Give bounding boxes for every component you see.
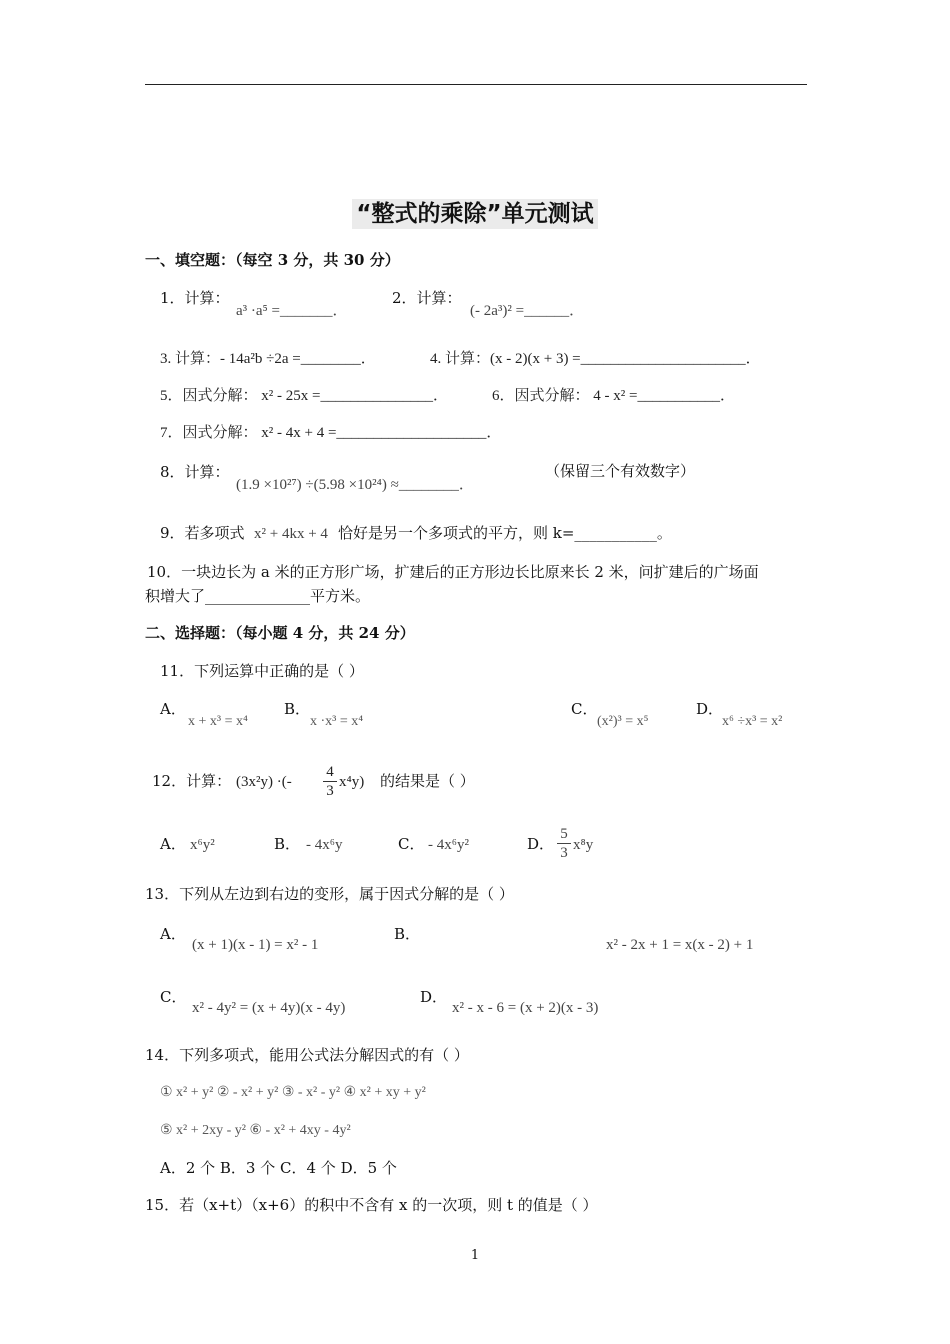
- q7-text: 7．因式分解： x² - 4x + 4 =____________________．: [160, 425, 502, 441]
- q12-expression-left: (3x²y) ·(-: [236, 774, 292, 790]
- q12-option-b: - 4x⁶y: [306, 837, 343, 853]
- page-title: “整式的乘除”单元测试: [0, 195, 950, 228]
- q12-option-d-label: D．: [527, 835, 555, 853]
- q12-option-c: - 4x⁶y²: [428, 837, 469, 853]
- q12-fraction: [323, 763, 337, 800]
- q12-option-c-label: C．: [398, 835, 425, 853]
- q12-option-a: x⁶y²: [190, 837, 215, 853]
- q8-label: 8．计算：: [160, 463, 230, 481]
- q5-text: 5．因式分解： x² - 25x =_______________．: [160, 388, 448, 404]
- section-choice-heading: 二、选择题：（每小题 4 分，共 24 分）: [145, 624, 415, 642]
- q14-options-line-1: ① x² + y² ② - x² + y² ③ - x² - y² ④ x² + xy + y²: [160, 1085, 426, 1100]
- q12-suffix: 的结果是（ ）: [380, 772, 475, 790]
- q13-option-b: x² - 2x + 1 = x(x - 2) + 1: [606, 937, 754, 953]
- q10-line-1: 10．一块边长为 a 米的正方形广场，扩建后的正方形边长比原来长 2 米，问扩建后的广场面: [147, 563, 759, 581]
- q14-choices: A．2 个 B．3 个 C．4 个 D．5 个: [160, 1159, 397, 1177]
- q12-expression-right: x⁴y): [339, 774, 365, 790]
- q13-option-a: (x + 1)(x - 1) = x² - 1: [192, 937, 319, 953]
- q9-expression: x² + 4kx + 4: [254, 526, 328, 542]
- q3-text: 3. 计算：- 14a²b ÷2a =________．: [160, 351, 376, 367]
- q4-text: 4. 计算：(x - 2)(x + 3) =______________________．: [430, 351, 761, 367]
- q12-option-d-fraction: [557, 825, 571, 862]
- q2-label: 2．计算：: [392, 289, 462, 307]
- q9-prefix: 9．若多项式: [160, 524, 245, 542]
- section-fill-in-heading: 一、填空题：（每空 3 分，共 30 分）: [145, 251, 400, 269]
- q11-option-b: x ·x³ = x⁴: [310, 714, 364, 729]
- q8-expression: (1.9 ×10²⁷) ÷(5.98 ×10²⁴) ≈________．: [236, 477, 474, 493]
- q13-option-a-label: A．: [160, 925, 186, 943]
- q13-option-d: x² - x - 6 = (x + 2)(x - 3): [452, 1000, 599, 1016]
- q11-option-d: x⁶ ÷x³ = x²: [722, 714, 783, 729]
- q11-option-c: (x²)³ = x⁵: [597, 714, 649, 729]
- q9-suffix: 恰好是另一个多项式的平方，则 k=___________。: [338, 524, 672, 542]
- q12-option-d: x⁸y: [573, 837, 594, 853]
- q11-option-a: x + x³ = x⁴: [188, 714, 248, 729]
- q12-option-d-numerator: 5: [557, 825, 571, 844]
- q13-option-c: x² - 4y² = (x + 4y)(x - 4y): [192, 1000, 346, 1016]
- q1-expression: a³ ·a⁵ =_______．: [236, 303, 348, 319]
- q1-label: 1．计算：: [160, 289, 230, 307]
- q11-option-a-label: A．: [160, 700, 186, 718]
- q12-fraction-denominator: 3: [326, 783, 334, 799]
- q8-note: （保留三个有效数字）: [545, 462, 696, 480]
- q11-stem: 11．下列运算中正确的是（ ）: [160, 662, 364, 680]
- q11-option-c-label: C．: [571, 700, 598, 718]
- q12-option-b-label: B．: [274, 835, 301, 853]
- q12-fraction-numerator: 4: [323, 763, 337, 782]
- q13-option-b-label: B．: [394, 925, 421, 943]
- q13-option-c-label: C．: [160, 988, 187, 1006]
- q14-stem: 14．下列多项式，能用公式法分解因式的有（ ）: [145, 1046, 469, 1064]
- q13-option-d-label: D．: [420, 988, 448, 1006]
- q11-option-d-label: D．: [696, 700, 724, 718]
- q2-expression: (- 2a³)² =______．: [470, 303, 585, 319]
- q11-option-b-label: B．: [284, 700, 311, 718]
- q12-label: 12．计算：: [152, 772, 232, 790]
- q12-option-a-label: A．: [160, 835, 186, 853]
- q10-line-2: 积增大了______________平方米。: [145, 587, 371, 605]
- q15-stem: 15．若（x+t）（x+6）的积中不含有 x 的一次项，则 t 的值是（ ）: [145, 1196, 598, 1214]
- q12-option-d-denominator: 3: [560, 845, 568, 861]
- q14-options-line-2: ⑤ x² + 2xy - y² ⑥ - x² + 4xy - 4y²: [160, 1123, 351, 1138]
- page-number: 1: [470, 1248, 480, 1263]
- q6-text: 6．因式分解： 4 - x² =___________．: [492, 388, 735, 404]
- header-rule: [145, 84, 807, 85]
- q13-stem: 13．下列从左边到右边的变形，属于因式分解的是（ ）: [145, 885, 514, 903]
